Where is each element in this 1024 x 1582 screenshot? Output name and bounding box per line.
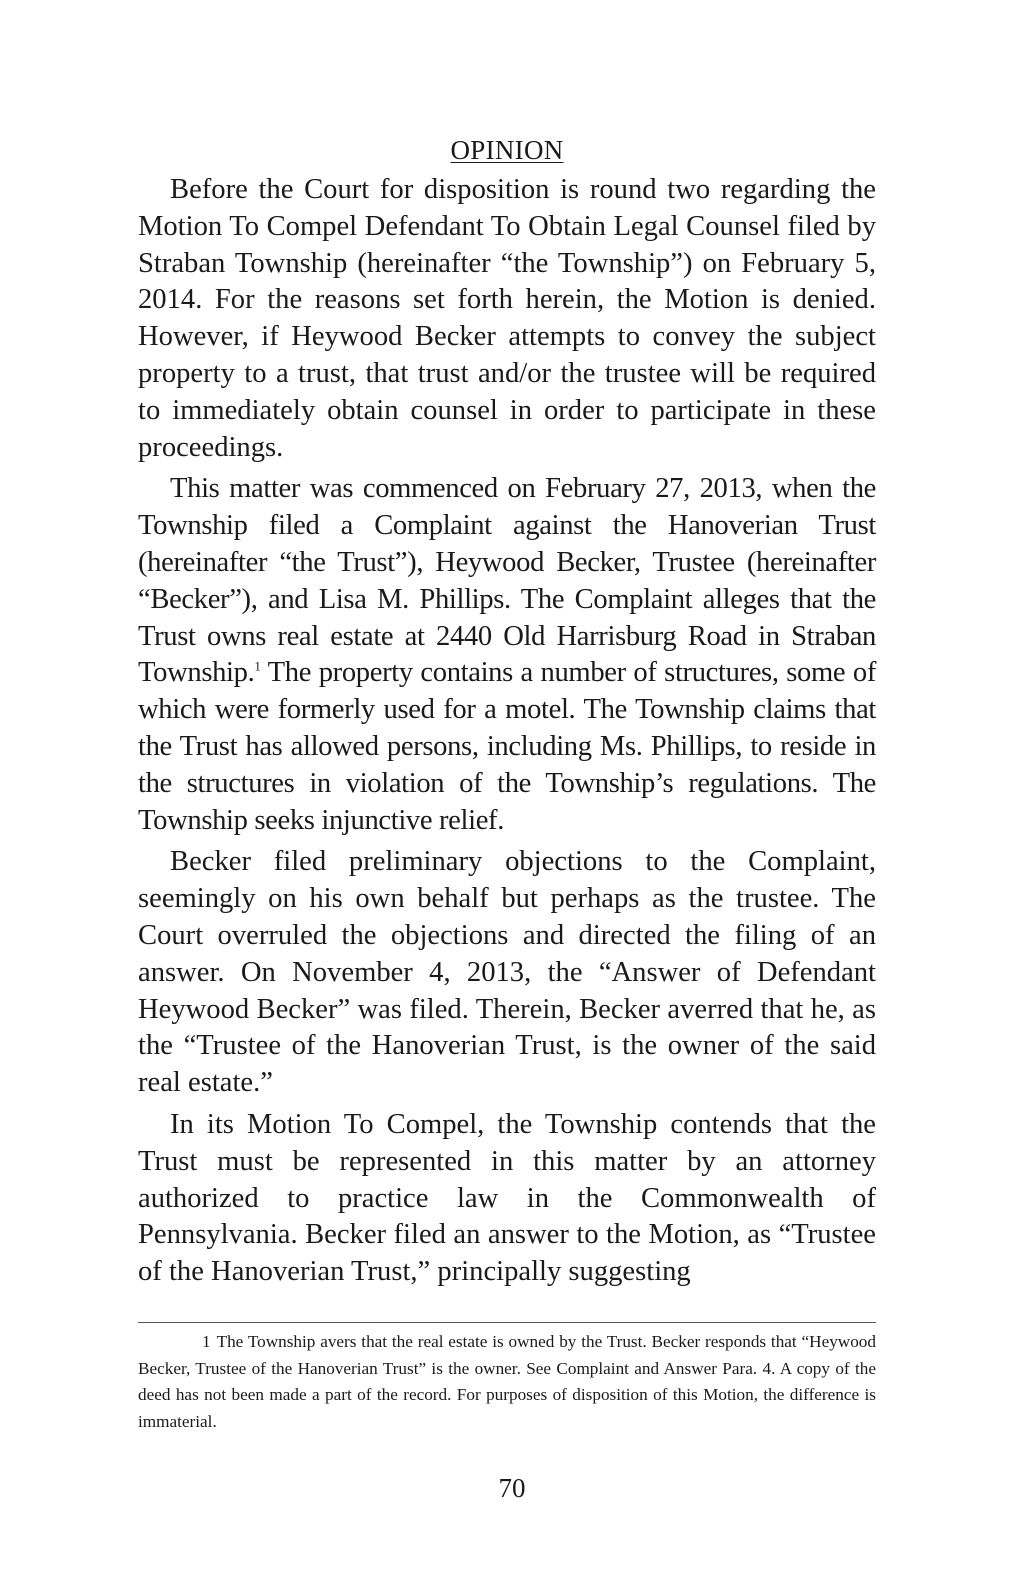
footnote-reference: 1 xyxy=(254,658,261,674)
paragraph-2-continued: The property contains a number of structures, some of which were formerly used for a motel. The Township claims that the Trust has allowed persons, including Ms. Phillips, to reside in the structures in violation of the Township’s regulations. The Township seeks injunctive relief. xyxy=(138,657,876,836)
footnote-divider xyxy=(138,1322,876,1323)
footnote-number: 1 xyxy=(202,1332,211,1351)
paragraph-4: In its Motion To Compel, the Township contends that the Trust must be represented in this matter by an attorney authorized to practice law in the Commonwealth of Pennsylvania. Becker filed an answer to the Motion, as “Trustee of the Hanoverian Trust,” principally suggesting xyxy=(138,1108,876,1288)
page-number: 70 xyxy=(498,1473,526,1503)
opinion-body xyxy=(138,130,876,1296)
footnote-text: The Township avers that the real estate is owned by the Trust. Becker responds that “Heywood Becker, Trustee of the Hanoverian Trust” is the owner. See Complaint and Answer Para. 4. A copy of the deed has not been made a part of the record. For purposes of disposition of this Motion, the difference is immaterial. xyxy=(138,1332,876,1431)
opinion-heading: OPINION xyxy=(450,135,564,165)
paragraph-3: Becker filed preliminary objections to the Complaint, seemingly on his own behalf but perhaps as the trustee. The Court overruled the objections and directed the filing of an answer. On November 4, 2013, the “Answer of Defendant Heywood Becker” was filed. Therein, Becker averred that he, as the “Trustee of the Hanoverian Trust, is the owner of the said real estate.” xyxy=(138,846,876,1099)
paragraph-1: Before the Court for disposition is round two regarding the Motion To Compel Defendant To Obtain Legal Counsel filed by Straban Township (hereinafter “the Township”) on February 5, 2014. For the reasons set forth herein, the Motion is denied. However, if Heywood Becker attempts to convey the subject property to a trust, that trust and/or the trustee will be required to immediately obtain counsel in order to participate in these proceedings. xyxy=(138,174,876,463)
footnote xyxy=(138,1329,876,1435)
paragraph-2 xyxy=(138,471,876,839)
paragraph-2-text: This matter was commenced on February 27, 2013, when the Township filed a Complaint against the Hanoverian Trust (hereinafter “the Trust”), Heywood Becker, Trustee (hereinafter “Becker”), and Lisa M. Phillips. The Complaint alleges that the Trust owns real estate at 2440 Old Harrisburg Road in Straban Township. xyxy=(138,473,876,689)
